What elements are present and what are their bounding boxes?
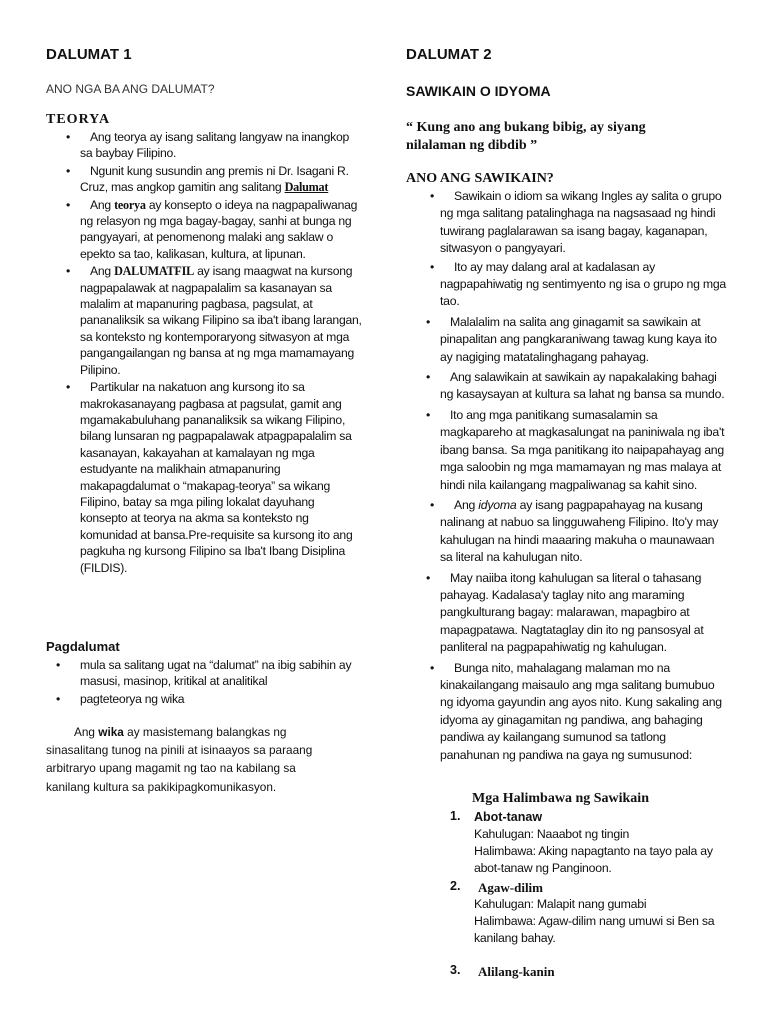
- sawikain-item: • Bunga nito, mahalagang malaman mo na kinakailangang maisaulo ang mga salitang bumubuo ng idyoma gayundin ang ayos nito. Kung sakaling ang idyoma ay ginagamitan ng pandiwa, ang bahaging pandiwa ay kailangang sumunod sa tatlong panahunan ng pandiwa na gaya ng sumusunod:: [440, 660, 728, 764]
- example-item: 3. Alilang-kanin: [450, 963, 730, 980]
- example-halimbawa: Halimbawa: Aking napagtanto na tayo pala ay abot-tanaw ng Panginoon.: [474, 844, 713, 875]
- example-kahulugan: Kahulugan: Naaabot ng tingin: [474, 827, 630, 841]
- teorya-item: • Partikular na nakatuon ang kursong ito sa makrokasanayang pagbasa at pagsulat, gamit ang mgamakabuluhang pananaliksik sa wikang Filipino, bilang lunsaran ng pagpapalawak atpagpapalalim sa kasanayan, kakayahan at kamalayan ng mga estudyante na malikhain atmapanuring makapagdalumat o “makapag-teorya” sa wikang Filipino, batay sa mga piling lokalat dayuhang konsepto at teorya na akma sa konteksto ng komunidad at bansa.Pre-requisite sa kursong ito ang pagkuha ng kursong Filipino sa Iba't Ibang Disiplina (FILDIS).: [80, 379, 362, 576]
- dalumat-term: Dalumat: [284, 180, 329, 195]
- sawikain-item: • Ito ang mga panitikang sumasalamin sa magkapareho at magkasalungat na paniniwala ng iba't ibang bansa. Sa mga panitikang ito naipapahayag ang mga saloobin ng mga mamamayan ng mas malaya at hindi nila kailangang magpaliwanag sa kahit sino.: [440, 407, 728, 494]
- sawikain-subheading: SAWIKAIN O IDYOMA: [406, 83, 551, 99]
- quote: “ Kung ano ang bukang bibig, ay siyang nilalaman ng dibdib ”: [406, 120, 646, 153]
- sawikain-item: • Ang salawikain at sawikain ay napakalaking bahagi ng kasaysayan at kultura sa lahat ng bansa sa mundo.: [440, 369, 728, 404]
- teorya-item: • Ngunit kung susundin ang premis ni Dr. Isagani R. Cruz, mas angkop gamitin ang salitang Dalumat: [80, 163, 362, 196]
- ano-sawikain-title: ANO ANG SAWIKAIN?: [406, 171, 554, 186]
- example-item: 2. Agaw-dilim Kahulugan: Malapit nang gumabi Halimbawa: Agaw-dilim nang umuwi si Ben sa kanilang bahay.: [450, 879, 730, 947]
- example-halimbawa: Halimbawa: Agaw-dilim nang umuwi si Ben sa kanilang bahay.: [474, 914, 715, 945]
- sawikain-item: • May naiiba itong kahulugan sa literal o tahasang pahayag. Kadalasa'y taglay nito ang maraming pangkulturang bagay: malarawan, mapagbiro at mapagpatawa. Nagtataglay din ito ng pansosyal at panliteral na pagpapahiwatig ng kahulugan.: [440, 570, 728, 657]
- wika-paragraph: Ang wika ay masistemang balangkas ng sinasalitang tunog na pinili at isinaayos sa paraang arbitraryo upang magamit ng tao na kabilang sa kanilang kultura sa pakikipagkomunikasyon.: [46, 725, 313, 794]
- teorya-item: • Ang teorya ay isang salitang langyaw na inangkop sa baybay Filipino.: [80, 129, 362, 162]
- pagdalumat-title: Pagdalumat: [46, 639, 120, 654]
- teorya-item: • Ang teorya ay konsepto o ideya na nagpapaliwanag ng relasyon ng mga bagay-bagay, sanhi at bunga ng pangyayari, at penomenong malaki ang saklaw o epekto sa tao, kalikasan, kultura, at lipunan.: [80, 197, 362, 263]
- sawikain-item: • Ito ay may dalang aral at kadalasan ay nagpapahiwatig ng sentimyento ng isa o grupo ng mga tao.: [440, 259, 728, 311]
- pagdalumat-item: • pagteteorya ng wika: [80, 691, 362, 707]
- example-term: Abot-tanaw: [474, 810, 543, 824]
- pagdalumat-item: • mula sa salitang ugat na “dalumat” na ibig sabihin ay masusi, masinop, kritikal at analitikal: [80, 657, 362, 690]
- left-heading: DALUMAT 1: [46, 46, 132, 63]
- teorya-list: [80, 129, 362, 576]
- examples-title: Mga Halimbawa ng Sawikain: [472, 791, 649, 806]
- example-term: Agaw-dilim: [478, 880, 543, 895]
- example-item: 1. Abot-tanaw Kahulugan: Naaabot ng tingin Halimbawa: Aking napagtanto na tayo pala ay abot-tanaw ng Panginoon.: [450, 809, 730, 877]
- sawikain-item: • Malalalim na salita ang ginagamit sa sawikain at pinapalitan ang pangkaraniwang tawag kung kaya ito ay nagiging matatalinghagang pahayag.: [440, 314, 728, 366]
- example-kahulugan: Kahulugan: Malapit nang gumabi: [474, 897, 647, 911]
- pagdalumat-list: [80, 657, 362, 707]
- teorya-item: • Ang DALUMATFIL ay isang maagwat na kursong nagpapalawak at nagpapalalim sa kasanayan sa malalim at mapanuring pagbasa, pagsulat, at pananaliksik sa wikang Filipino sa iba't ibang larangan, sa konteksto ng kontemporaryong sitwasyon at mga pangangailangan ng bansa at ng mga mamamayang Pilipino.: [80, 263, 362, 378]
- sawikain-item: • Sawikain o idiom sa wikang Ingles ay salita o grupo ng mga salitang patalinghaga na nagsasaad ng hindi tuwirang paglalarawan sa isang bagay, kaganapan, sitwasyon o pangyayari.: [440, 188, 728, 258]
- examples-list: [450, 809, 730, 980]
- sawikain-item: • Ang idyoma ay isang pagpapahayag na kusang nalinang at nabuo sa lingguwaheng Filipino. Ito'y may kahulugan na hindi maaaring makuha o maunawaan sa literal na kahulugan nito.: [440, 497, 728, 567]
- example-term: Alilang-kanin: [478, 964, 555, 979]
- left-question: ANO NGA BA ANG DALUMAT?: [46, 82, 215, 96]
- teorya-title: TEORYA: [46, 112, 111, 127]
- right-heading: DALUMAT 2: [406, 46, 492, 63]
- sawikain-list: [440, 188, 728, 764]
